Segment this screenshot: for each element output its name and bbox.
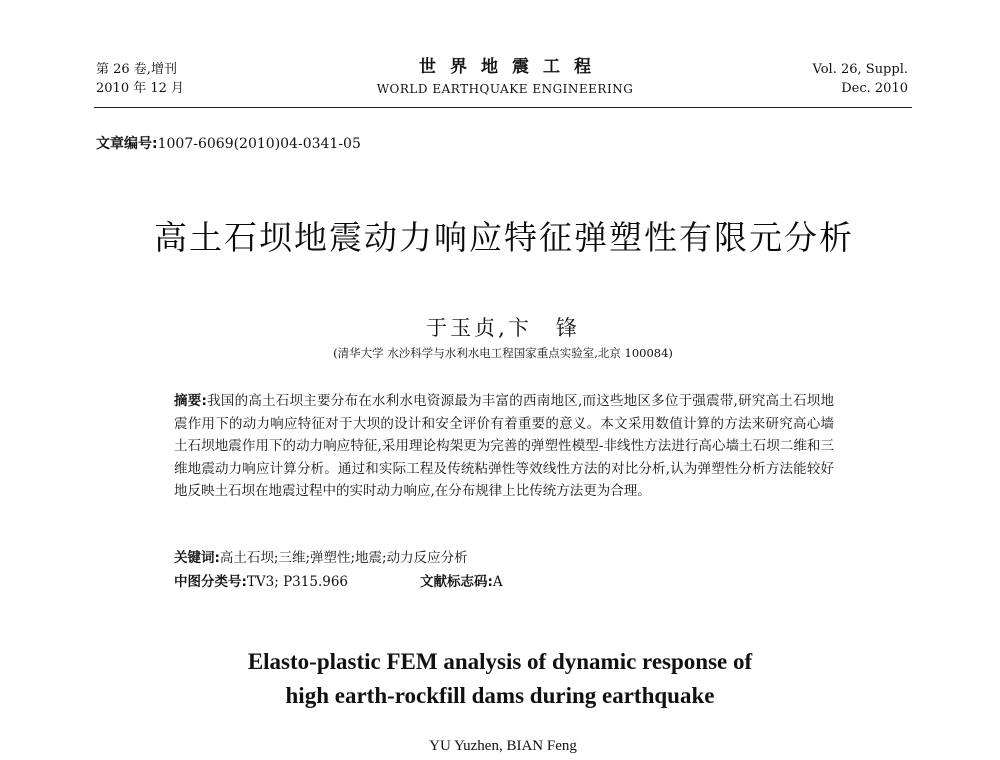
keywords-label: 关键词:: [174, 550, 220, 566]
keywords-value: 高土石坝;三维;弹塑性;地震;动力反应分析: [219, 550, 468, 566]
header-date: 2010 年 12 月: [96, 81, 185, 96]
header-rule: [94, 107, 912, 108]
authors-cn: 于玉贞,卞 锋: [426, 316, 580, 340]
classification-value: TV3; P315.966: [246, 574, 348, 590]
journal-name-cn: 世界地震工程: [419, 57, 605, 77]
classification-label: 中图分类号:: [174, 574, 247, 590]
keywords: [174, 546, 468, 566]
title-cn: 高土石坝地震动力响应特征弹塑性有限元分析: [154, 218, 854, 257]
document-code-value: A: [492, 574, 503, 590]
header-issue-info-en: [813, 60, 908, 98]
header-volume: 第 26 卷,增刊: [96, 62, 177, 77]
title-en-line1: Elasto-plastic FEM analysis of dynamic response of: [247, 649, 753, 674]
header-journal: [340, 56, 670, 98]
title-en: [150, 645, 850, 713]
title-en-line2: high earth-rockfill dams during earthquake: [285, 683, 715, 708]
abstract-label: 摘要:: [174, 393, 207, 409]
classification: [174, 570, 348, 590]
authors-en: YU Yuzhen, BIAN Feng: [429, 738, 577, 754]
document-code-label: 文献标志码:: [420, 574, 493, 590]
header-issue-info: [96, 60, 184, 98]
article-number-label: 文章编号:: [96, 136, 158, 152]
article-number: [96, 133, 361, 153]
document-code: [420, 570, 503, 590]
affiliation-cn: (清华大学 水沙科学与水利水电工程国家重点实验室,北京 100084): [333, 346, 673, 360]
abstract-text: 我国的高土石坝主要分布在水利水电资源最为丰富的西南地区,而这些地区多位于强震带,研究高土石坝地震作用下的动力响应特征对于大坝的设计和安全评价有着重要的意义。本文采用数值计算的方法来研究高心墙土石坝地震作用下的动力响应特征,采用理论构架更为完善的弹塑性模型-非线性方法进行高心墙土石坝二维和三维地震动力响应计算分析。通过和实际工程及传统粘弹性等效线性方法的对比分析,认为弹塑性分析方法能较好地反映土石坝在地震过程中的实时动力响应,在分布规律上比传统方法更为合理。: [174, 393, 834, 499]
article-number-value: 1007-6069(2010)04-0341-05: [157, 136, 361, 152]
header-volume-en: Vol. 26, Suppl.: [812, 62, 908, 77]
abstract: [174, 390, 834, 503]
journal-name-en: WORLD EARTHQUAKE ENGINEERING: [376, 82, 634, 96]
header-date-en: Dec. 2010: [841, 81, 908, 96]
